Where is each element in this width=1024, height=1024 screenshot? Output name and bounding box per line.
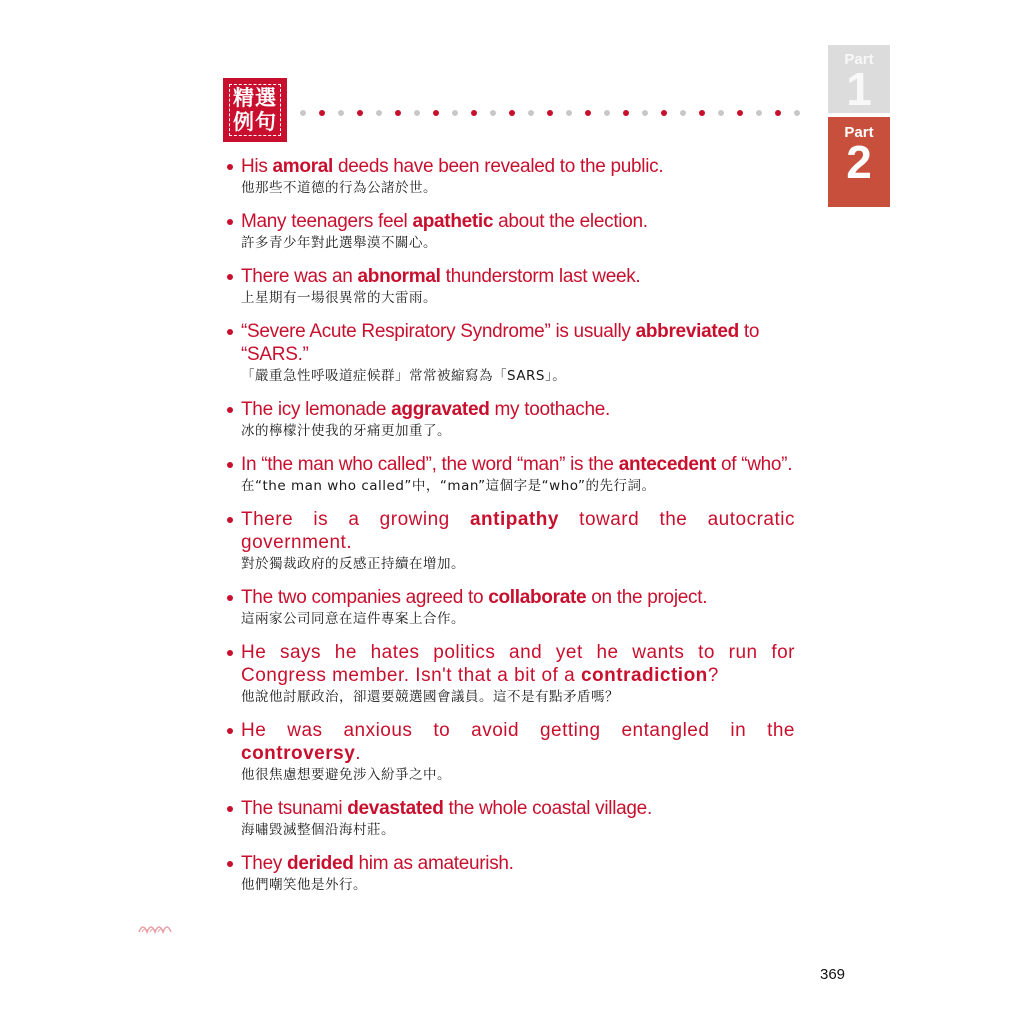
divider-dot [566, 110, 572, 116]
tab-part-1-number: 1 [846, 63, 872, 115]
english-sentence [241, 453, 795, 476]
english-sentence [241, 586, 795, 609]
list-item [225, 453, 795, 495]
chinese-translation: 他們嘲笑他是外行。 [241, 877, 367, 893]
english-sentence [241, 797, 795, 820]
divider-dot [528, 110, 534, 116]
divider-dot [756, 110, 762, 116]
english-sentence [241, 641, 795, 687]
vocab-word: abbreviated [635, 321, 739, 342]
sentence-text: the whole coastal village. [443, 798, 652, 819]
divider-dot [775, 110, 781, 116]
vocab-word: amoral [272, 156, 334, 177]
header-line1: 精選 [233, 86, 277, 110]
chinese-translation: 對於獨裁政府的反感正持續在增加。 [241, 556, 465, 572]
tab-part-1-label: Part [844, 51, 874, 68]
divider-dot [680, 110, 686, 116]
list-item [225, 508, 795, 573]
section-header-box [223, 78, 287, 142]
tab-part-1[interactable] [828, 45, 890, 113]
list-item [225, 320, 795, 385]
vocab-word: controversy [241, 743, 356, 764]
sentence-text: His [241, 156, 273, 177]
example-sentence-list [225, 155, 795, 907]
english-sentence [241, 210, 795, 233]
sentence-text: to “SARS.” [241, 321, 760, 365]
divider-dot [357, 110, 363, 116]
list-item [225, 155, 795, 197]
chinese-translation: 這兩家公司同意在這件專案上合作。 [241, 611, 465, 627]
vocab-word: derided [287, 853, 354, 874]
vocab-word: contradiction [580, 665, 708, 686]
vocab-word: collaborate [488, 587, 587, 608]
list-item [225, 398, 795, 440]
chinese-translation: 冰的檸檬汁使我的牙痛更加重了。 [241, 423, 451, 439]
english-sentence [241, 320, 795, 366]
divider-dot [547, 110, 553, 116]
divider-dot [395, 110, 401, 116]
sentence-text: There was an [241, 266, 358, 287]
list-item [225, 852, 795, 894]
chinese-translation: 許多青少年對此選舉漠不關心。 [241, 235, 437, 251]
tab-part-2[interactable] [828, 117, 890, 207]
wave-ornament-icon [138, 920, 172, 934]
vocab-word: abnormal [357, 266, 441, 287]
sentence-text: He says he hates politics and yet he wants to run for Congress member. Isn't that a bit of a [241, 642, 795, 686]
list-item [225, 641, 795, 706]
sentence-text: him as amateurish. [353, 853, 514, 874]
sentence-text: “Severe Acute Respiratory Syndrome” is usually [241, 321, 636, 342]
divider-dot [585, 110, 591, 116]
sentence-text: my toothache. [489, 399, 610, 420]
divider-dot [433, 110, 439, 116]
divider-dot [490, 110, 496, 116]
divider-dot [509, 110, 515, 116]
divider-dot [319, 110, 325, 116]
sentence-text: of “who”. [716, 454, 793, 475]
list-item [225, 719, 795, 784]
sentence-text: ? [707, 665, 719, 686]
vocab-word: antecedent [618, 454, 716, 475]
divider-dot [414, 110, 420, 116]
vocab-word: antipathy [469, 509, 559, 530]
divider-dot [338, 110, 344, 116]
chinese-translation: 「嚴重急性呼吸道症候群」常常被縮寫為「SARS」。 [241, 368, 567, 384]
divider-dot [661, 110, 667, 116]
chinese-translation: 他說他討厭政治，卻還要競選國會議員。這不是有點矛盾嗎？ [241, 689, 619, 705]
sentence-text: The two companies agreed to [241, 587, 489, 608]
divider-dot [471, 110, 477, 116]
english-sentence [241, 508, 795, 554]
sentence-text: deeds have been revealed to the public. [333, 156, 664, 177]
divider-dot [642, 110, 648, 116]
divider-dot [300, 110, 306, 116]
sentence-text: The icy lemonade [241, 399, 392, 420]
chinese-translation: 他很焦慮想要避免涉入紛爭之中。 [241, 767, 451, 783]
sentence-text: Many teenagers feel [241, 211, 413, 232]
tab-part-2-number: 2 [846, 136, 872, 188]
english-sentence [241, 852, 795, 875]
divider-dot [737, 110, 743, 116]
dotted-divider [300, 108, 800, 118]
divider-dot [452, 110, 458, 116]
divider-dot [604, 110, 610, 116]
divider-dot [699, 110, 705, 116]
sentence-text: There is a growing [241, 509, 470, 530]
sentence-text: In “the man who called”, the word “man” is the [241, 454, 619, 475]
list-item [225, 265, 795, 307]
vocab-word: apathetic [412, 211, 494, 232]
sentence-text: toward the autocratic government. [241, 509, 795, 553]
chinese-translation: 上星期有一場很異常的大雷雨。 [241, 290, 437, 306]
english-sentence [241, 265, 795, 288]
tab-part-2-label: Part [844, 124, 874, 141]
sentence-text: about the election. [493, 211, 648, 232]
list-item [225, 586, 795, 628]
english-sentence [241, 155, 795, 178]
list-item [225, 210, 795, 252]
list-item [225, 797, 795, 839]
sentence-text: He was anxious to avoid getting entangled in the [241, 720, 795, 741]
vocab-word: aggravated [391, 399, 490, 420]
divider-dot [623, 110, 629, 116]
sentence-text: . [355, 743, 362, 764]
chinese-translation: 他那些不道德的行為公諸於世。 [241, 180, 437, 196]
header-line2: 例句 [233, 110, 277, 134]
divider-dot [794, 110, 800, 116]
vocab-word: devastated [347, 798, 444, 819]
sentence-text: on the project. [586, 587, 708, 608]
english-sentence [241, 719, 795, 765]
sentence-text: They [241, 853, 288, 874]
sentence-text: The tsunami [241, 798, 348, 819]
divider-dot [376, 110, 382, 116]
english-sentence [241, 398, 795, 421]
page-number: 369 [820, 966, 846, 983]
chinese-translation: 海嘯毀滅整個沿海村莊。 [241, 822, 395, 838]
sentence-text: thunderstorm last week. [440, 266, 641, 287]
divider-dot [718, 110, 724, 116]
chinese-translation: 在“the man who called”中，“man”這個字是“who”的先行詞。 [241, 478, 656, 494]
